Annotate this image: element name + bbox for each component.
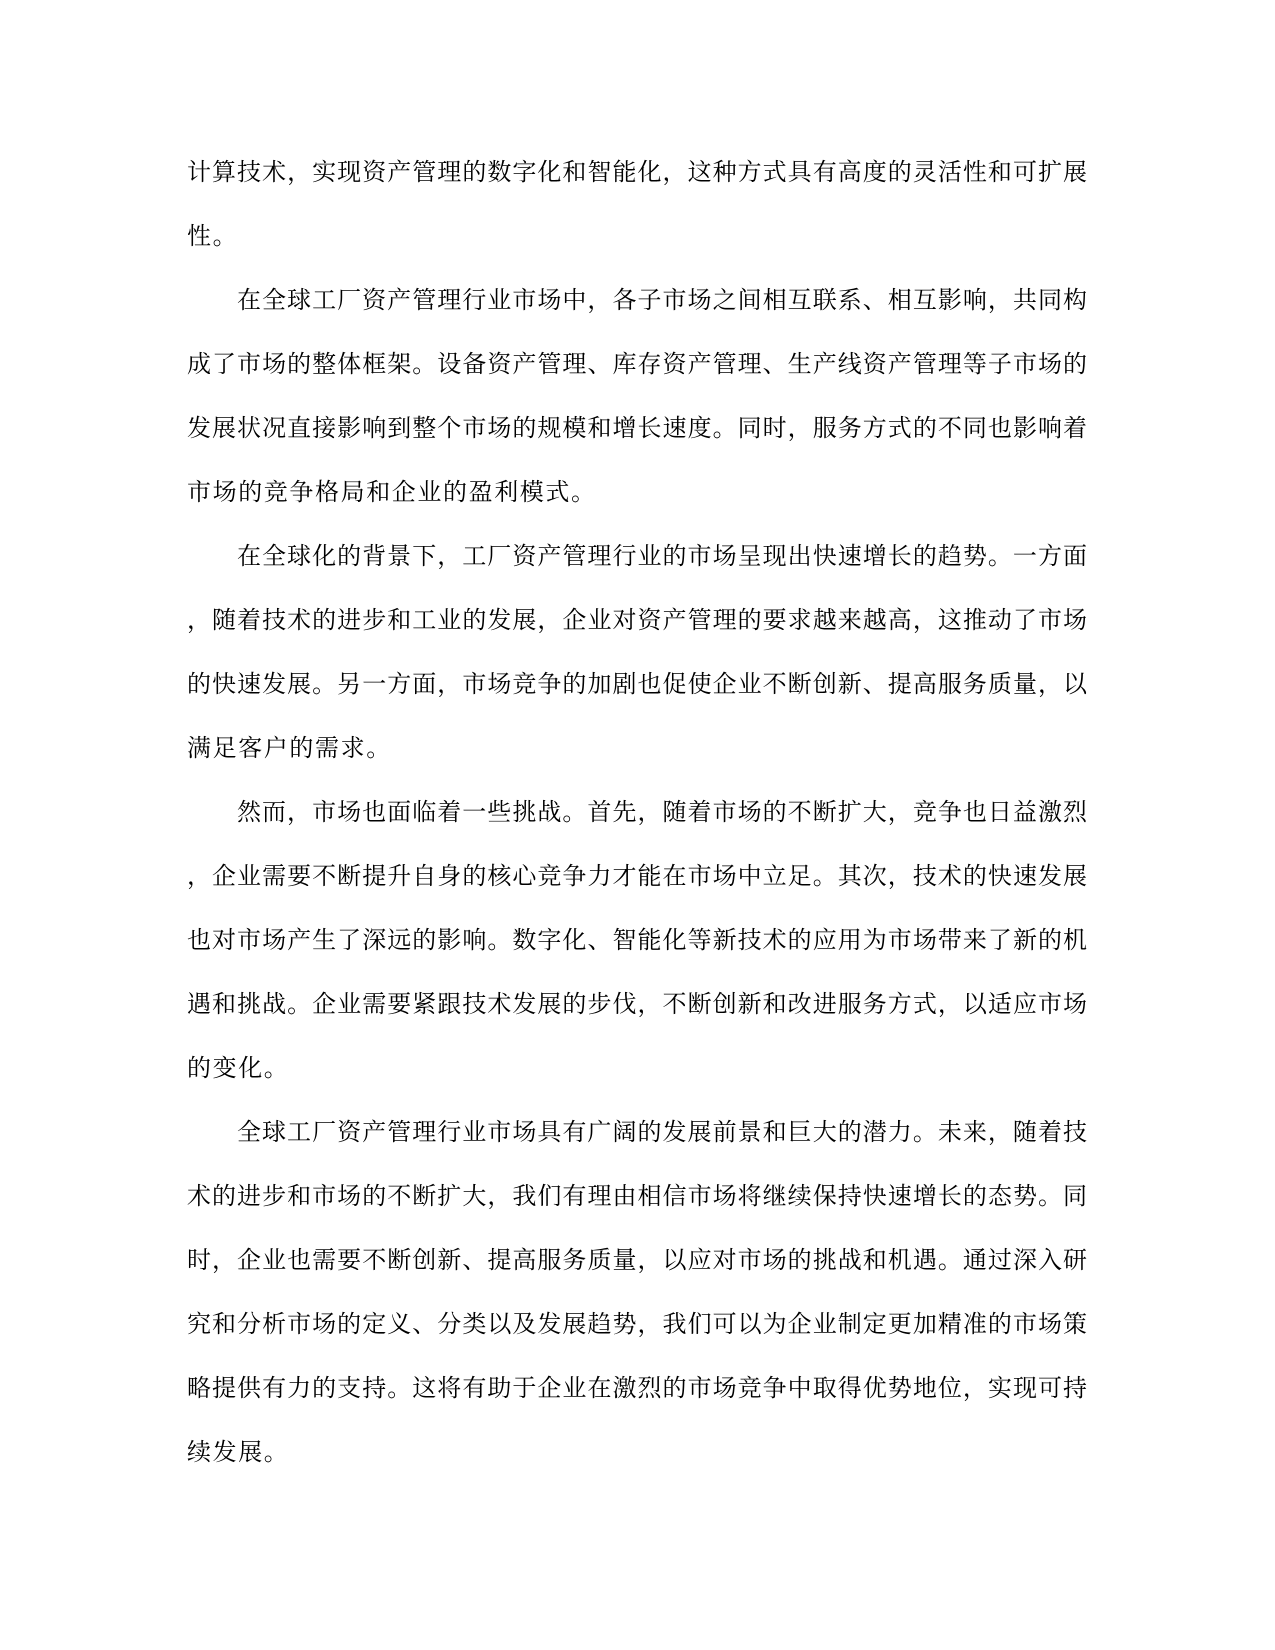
text-line: 在全球工厂资产管理行业市场中，各子市场之间相互联系、相互影响，共同构 (237, 287, 1087, 314)
text-line: 成了市场的整体框架。设备资产管理、库存资产管理、生产线资产管理等子市场的 (187, 351, 1087, 378)
text-line: 满足客户的需求。 (187, 735, 392, 762)
text-line: 遇和挑战。企业需要紧跟技术发展的步伐，不断创新和改进服务方式，以适应市场 (187, 991, 1087, 1018)
document-text-block (187, 141, 1087, 1485)
text-line: 术的进步和市场的不断扩大，我们有理由相信市场将继续保持快速增长的态势。同 (187, 1183, 1087, 1210)
text-line: 全球工厂资产管理行业市场具有广阔的发展前景和巨大的潜力。未来，随着技 (237, 1119, 1087, 1146)
paragraph-4 (187, 781, 1087, 1101)
text-line: 计算技术，实现资产管理的数字化和智能化，这种方式具有高度的灵活性和可扩展 (187, 159, 1087, 186)
text-line: 略提供有力的支持。这将有助于企业在激烈的市场竞争中取得优势地位，实现可持 (187, 1375, 1087, 1402)
paragraph-5 (187, 1101, 1087, 1485)
text-line: 究和分析市场的定义、分类以及发展趋势，我们可以为企业制定更加精准的市场策 (187, 1311, 1087, 1338)
paragraph-3 (187, 525, 1087, 781)
text-line: 市场的竞争格局和企业的盈利模式。 (187, 479, 597, 506)
text-line: 续发展。 (187, 1439, 290, 1466)
text-line: 发展状况直接影响到整个市场的规模和增长速度。同时，服务方式的不同也影响着 (187, 415, 1087, 442)
text-line: ，企业需要不断提升自身的核心竞争力才能在市场中立足。其次，技术的快速发展 (187, 863, 1087, 890)
text-line: ，随着技术的进步和工业的发展，企业对资产管理的要求越来越高，这推动了市场 (187, 607, 1087, 634)
paragraph-2 (187, 269, 1087, 525)
text-line: 在全球化的背景下，工厂资产管理行业的市场呈现出快速增长的趋势。一方面 (237, 543, 1087, 570)
text-line: 的快速发展。另一方面，市场竞争的加剧也促使企业不断创新、提高服务质量，以 (187, 671, 1087, 698)
text-line: 然而，市场也面临着一些挑战。首先，随着市场的不断扩大，竞争也日益激烈 (237, 799, 1087, 826)
text-line: 的变化。 (187, 1055, 290, 1082)
text-line: 时，企业也需要不断创新、提高服务质量，以应对市场的挑战和机遇。通过深入研 (187, 1247, 1087, 1274)
text-line: 也对市场产生了深远的影响。数字化、智能化等新技术的应用为市场带来了新的机 (187, 927, 1087, 954)
paragraph-1 (187, 141, 1087, 269)
text-line: 性。 (187, 223, 239, 250)
